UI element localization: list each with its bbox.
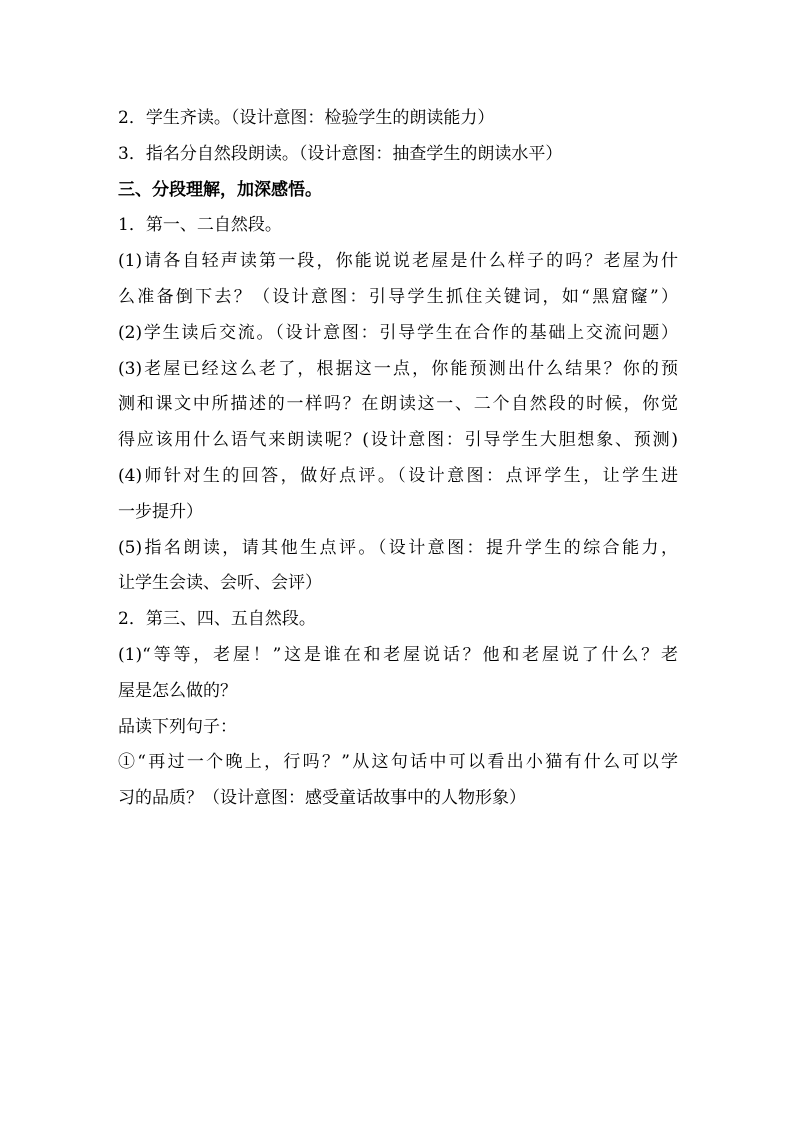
item-5-line-1: (5)指名朗读，请其他生点评。（设计意图：提升学生的综合能力， xyxy=(118,537,678,558)
question-1-line-2: 屋是怎么做的？ xyxy=(118,680,237,701)
line-reading-by-paragraph: 3．指名分自然段朗读。（设计意图：抽查学生的朗读水平） xyxy=(118,143,563,164)
sentence-1-line-2: 习的品质？（设计意图：感受童话故事中的人物形象） xyxy=(118,788,526,809)
item-4-line-1: (4)师针对生的回答，做好点评。（设计意图：点评学生，让学生进 xyxy=(118,465,678,486)
item-1-line-1: (1)请各自轻声读第一段，你能说说老屋是什么样子的吗？老屋为什 xyxy=(118,251,678,272)
item-3-line-2: 测和课文中所描述的一样吗？在朗读这一、二个自然段的时候，你觉 xyxy=(118,394,678,415)
read-sentences-label: 品读下列句子： xyxy=(118,716,237,737)
subsection-paragraphs-3-5: 2．第三、四、五自然段。 xyxy=(118,609,316,630)
item-1-line-2: 么准备倒下去？（设计意图：引导学生抓住关键词，如“黑窟窿”） xyxy=(118,286,678,307)
section-heading: 三、分段理解，加深感悟。 xyxy=(118,179,322,200)
item-4-line-2: 一步提升） xyxy=(118,501,203,522)
line-reading-together: 2．学生齐读。（设计意图：检验学生的朗读能力） xyxy=(118,108,495,128)
item-5-line-2: 让学生会读、会听、会评） xyxy=(118,573,322,594)
sentence-1-line-1: ①“再过一个晚上，行吗？”从这句话中可以看出小猫有什么可以学 xyxy=(118,752,678,773)
item-3-line-3: 得应该用什么语气来朗读呢？(设计意图：引导学生大胆想象、预测) xyxy=(118,430,678,451)
document-page xyxy=(118,101,678,817)
question-1-line-1: (1)“等等，老屋！”这是谁在和老屋说话？他和老屋说了什么？老 xyxy=(118,644,678,665)
subsection-paragraphs-1-2: 1．第一、二自然段。 xyxy=(118,215,282,236)
item-2-line-1: (2)学生读后交流。（设计意图：引导学生在合作的基础上交流问题） xyxy=(118,322,678,343)
item-3-line-1: (3)老屋已经这么老了，根据这一点，你能预测出什么结果？你的预 xyxy=(118,358,678,379)
